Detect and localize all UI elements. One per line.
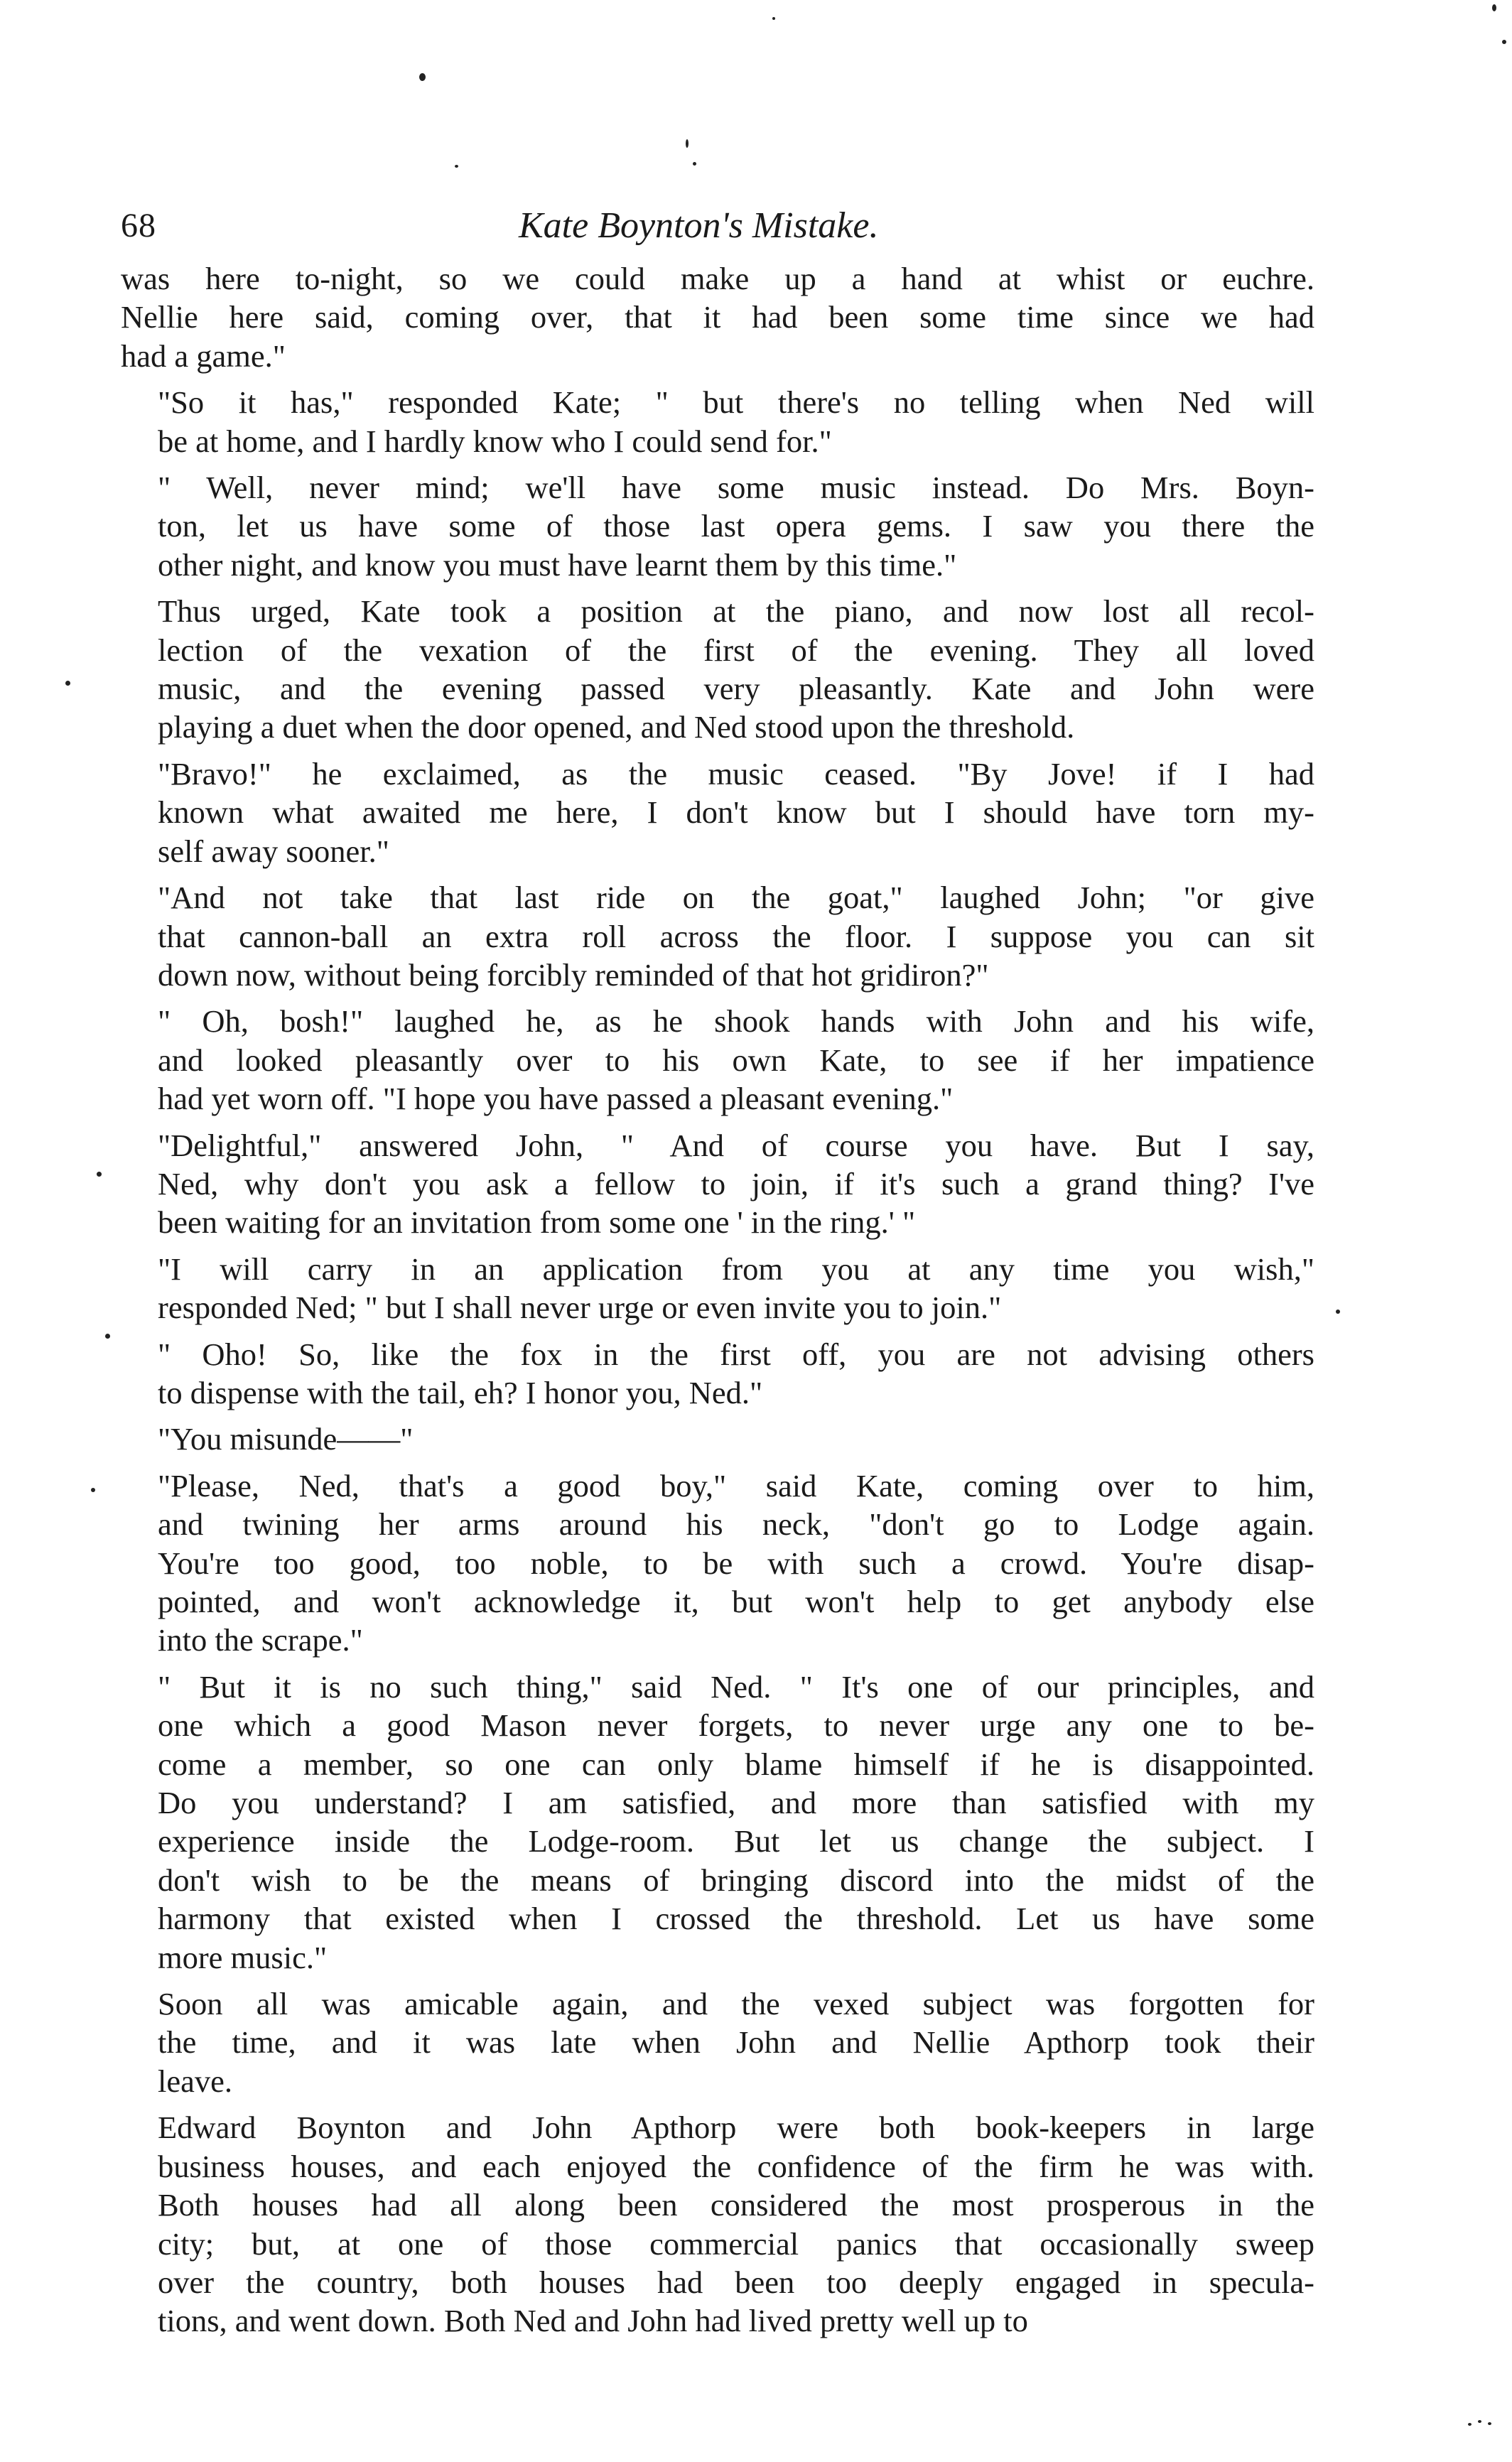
text-line: city; but, at one of those commercial panics that occasionally sweep — [158, 2225, 1314, 2262]
page-header — [121, 205, 1329, 247]
text-line: the time, and it was late when John and Nellie Apthorp took their — [158, 2024, 1314, 2061]
text-line: music, and the evening passed very pleasantly. Kate and John were — [158, 671, 1314, 707]
text-line: come a member, so one can only blame himself if he is disappointed. — [158, 1746, 1314, 1782]
text-line: known what awaited me here, I don't know but I should have torn my- — [158, 794, 1314, 831]
scan-speck — [455, 165, 458, 168]
paragraph — [121, 1002, 1314, 1118]
text-line: tions, and went down. Both Ned and John had lived pretty well up to — [158, 2303, 1028, 2339]
scan-speck — [1488, 2422, 1491, 2425]
text-line: had yet worn off. "I hope you have passed a pleasant evening." — [158, 1081, 954, 1117]
paragraph — [121, 1250, 1314, 1327]
text-line: business houses, and each enjoyed the confidence of the firm he was with. — [158, 2148, 1314, 2184]
text-line: other night, and know you must have learnt them by this time." — [158, 546, 957, 583]
text-line: Both houses had all along been considered the most prosperous in the — [158, 2187, 1314, 2223]
text-line: over the country, both houses had been too deeply engaged in specula- — [158, 2264, 1314, 2300]
text-line: Do you understand? I am satisfied, and more than satisfied with my — [158, 1785, 1314, 1821]
text-line: Edward Boynton and John Apthorp were both book-keepers in large — [158, 2110, 1314, 2146]
text-line: don't wish to be the means of bringing discord into the midst of the — [158, 1862, 1314, 1898]
text-line: to dispense with the tail, eh? I honor you, Ned." — [158, 1374, 763, 1410]
text-line: "Please, Ned, that's a good boy," said Kate, coming over to him, — [158, 1467, 1314, 1503]
text-line: been waiting for an invitation from some one ' in the ring.' " — [158, 1204, 916, 1241]
text-line: "You misunde——" — [158, 1421, 414, 1457]
text-line: " Oho! So, like the fox in the first off, you are not advising others — [158, 1336, 1314, 1372]
paragraph — [121, 1985, 1314, 2100]
scan-speck — [772, 17, 775, 20]
text-line: " Oh, bosh!" laughed he, as he shook hands with John and his wife, — [158, 1003, 1314, 1040]
text-line: pointed, and won't acknowledge it, but won't help to get anybody else — [158, 1584, 1314, 1619]
text-line: had a game." — [121, 338, 286, 374]
paragraph — [121, 1420, 1314, 1458]
paragraph — [121, 592, 1314, 747]
text-line: and looked pleasantly over to his own Kate, to see if her impatience — [158, 1042, 1314, 1078]
text-line: self away sooner." — [158, 833, 389, 869]
text-line: one which a good Mason never forgets, to never urge any one to be- — [158, 1707, 1314, 1744]
text-line: "Bravo!" he exclaimed, as the music ceased. "By Jove! if I had — [158, 755, 1314, 792]
text-line: " Well, never mind; we'll have some music instead. Do Mrs. Boyn- — [158, 470, 1314, 506]
text-line: responded Ned; " but I shall never urge or even invite you to join." — [158, 1290, 1002, 1326]
scan-speck — [1468, 2423, 1472, 2426]
scan-speck — [97, 1172, 102, 1177]
paragraph — [121, 878, 1314, 994]
scan-speck — [1336, 1310, 1340, 1314]
text-line: and twining her arms around his neck, "don't go to Lodge again. — [158, 1506, 1314, 1543]
body-text — [121, 259, 1314, 2348]
text-line: was here to-night, so we could make up a hand at whist or euchre. — [121, 261, 1314, 296]
text-line: Ned, why don't you ask a fellow to join, if it's such a grand thing? I've — [158, 1165, 1314, 1202]
paragraph — [121, 1126, 1314, 1242]
text-line: " But it is no such thing," said Ned. " It's one of our principles, and — [158, 1668, 1314, 1705]
scan-speck — [1492, 4, 1496, 11]
scan-speck — [693, 162, 696, 166]
paragraph — [121, 468, 1314, 584]
scan-speck — [65, 681, 70, 686]
text-line: into the scrape." — [158, 1622, 363, 1658]
paragraph — [121, 383, 1314, 460]
scan-speck — [1478, 2420, 1481, 2423]
paragraph — [121, 755, 1314, 870]
text-line: lection of the vexation of the first of the evening. They all loved — [158, 632, 1314, 668]
text-line: Thus urged, Kate took a position at the piano, and now lost all recol- — [158, 593, 1314, 630]
text-line: "So it has," responded Kate; " but there's no telling when Ned will — [158, 384, 1314, 421]
scan-speck — [419, 73, 426, 81]
paragraph — [121, 259, 1314, 375]
paragraph — [121, 2108, 1314, 2340]
scan-speck — [1502, 40, 1506, 44]
paragraph — [121, 1467, 1314, 1660]
text-line: ton, let us have some of those last opera gems. I saw you there the — [158, 508, 1314, 544]
scan-speck — [686, 139, 688, 148]
text-line: Nellie here said, coming over, that it had been some time since we had — [121, 299, 1314, 335]
text-line: harmony that existed when I crossed the threshold. Let us have some — [158, 1901, 1314, 1937]
text-line: experience inside the Lodge-room. But let us change the subject. I — [158, 1823, 1314, 1859]
scan-speck — [105, 1334, 110, 1339]
running-title: Kate Boynton's Mistake. — [519, 205, 879, 246]
text-line: "Delightful," answered John, " And of course you have. But I say, — [158, 1127, 1314, 1163]
text-line: be at home, and I hardly know who I could send for." — [158, 423, 832, 459]
text-line: "And not take that last ride on the goat," laughed John; "or give — [158, 880, 1314, 916]
page-number: 68 — [121, 207, 156, 244]
text-line: Soon all was amicable again, and the vexed subject was forgotten for — [158, 1986, 1314, 2022]
text-line: leave. — [158, 2063, 232, 2099]
text-line: You're too good, too noble, to be with such a crowd. You're disap- — [158, 1545, 1314, 1581]
text-line: more music." — [158, 1939, 328, 1975]
text-line: that cannon-ball an extra roll across the floor. I suppose you can sit — [158, 918, 1314, 954]
scan-speck — [91, 1488, 95, 1492]
text-line: "I will carry in an application from you at any time you wish," — [158, 1251, 1314, 1287]
paragraph — [121, 1668, 1314, 1977]
paragraph — [121, 1335, 1314, 1413]
text-line: down now, without being forcibly reminded of that hot gridiron?" — [158, 956, 989, 993]
text-line: playing a duet when the door opened, and Ned stood upon the threshold. — [158, 709, 1075, 745]
